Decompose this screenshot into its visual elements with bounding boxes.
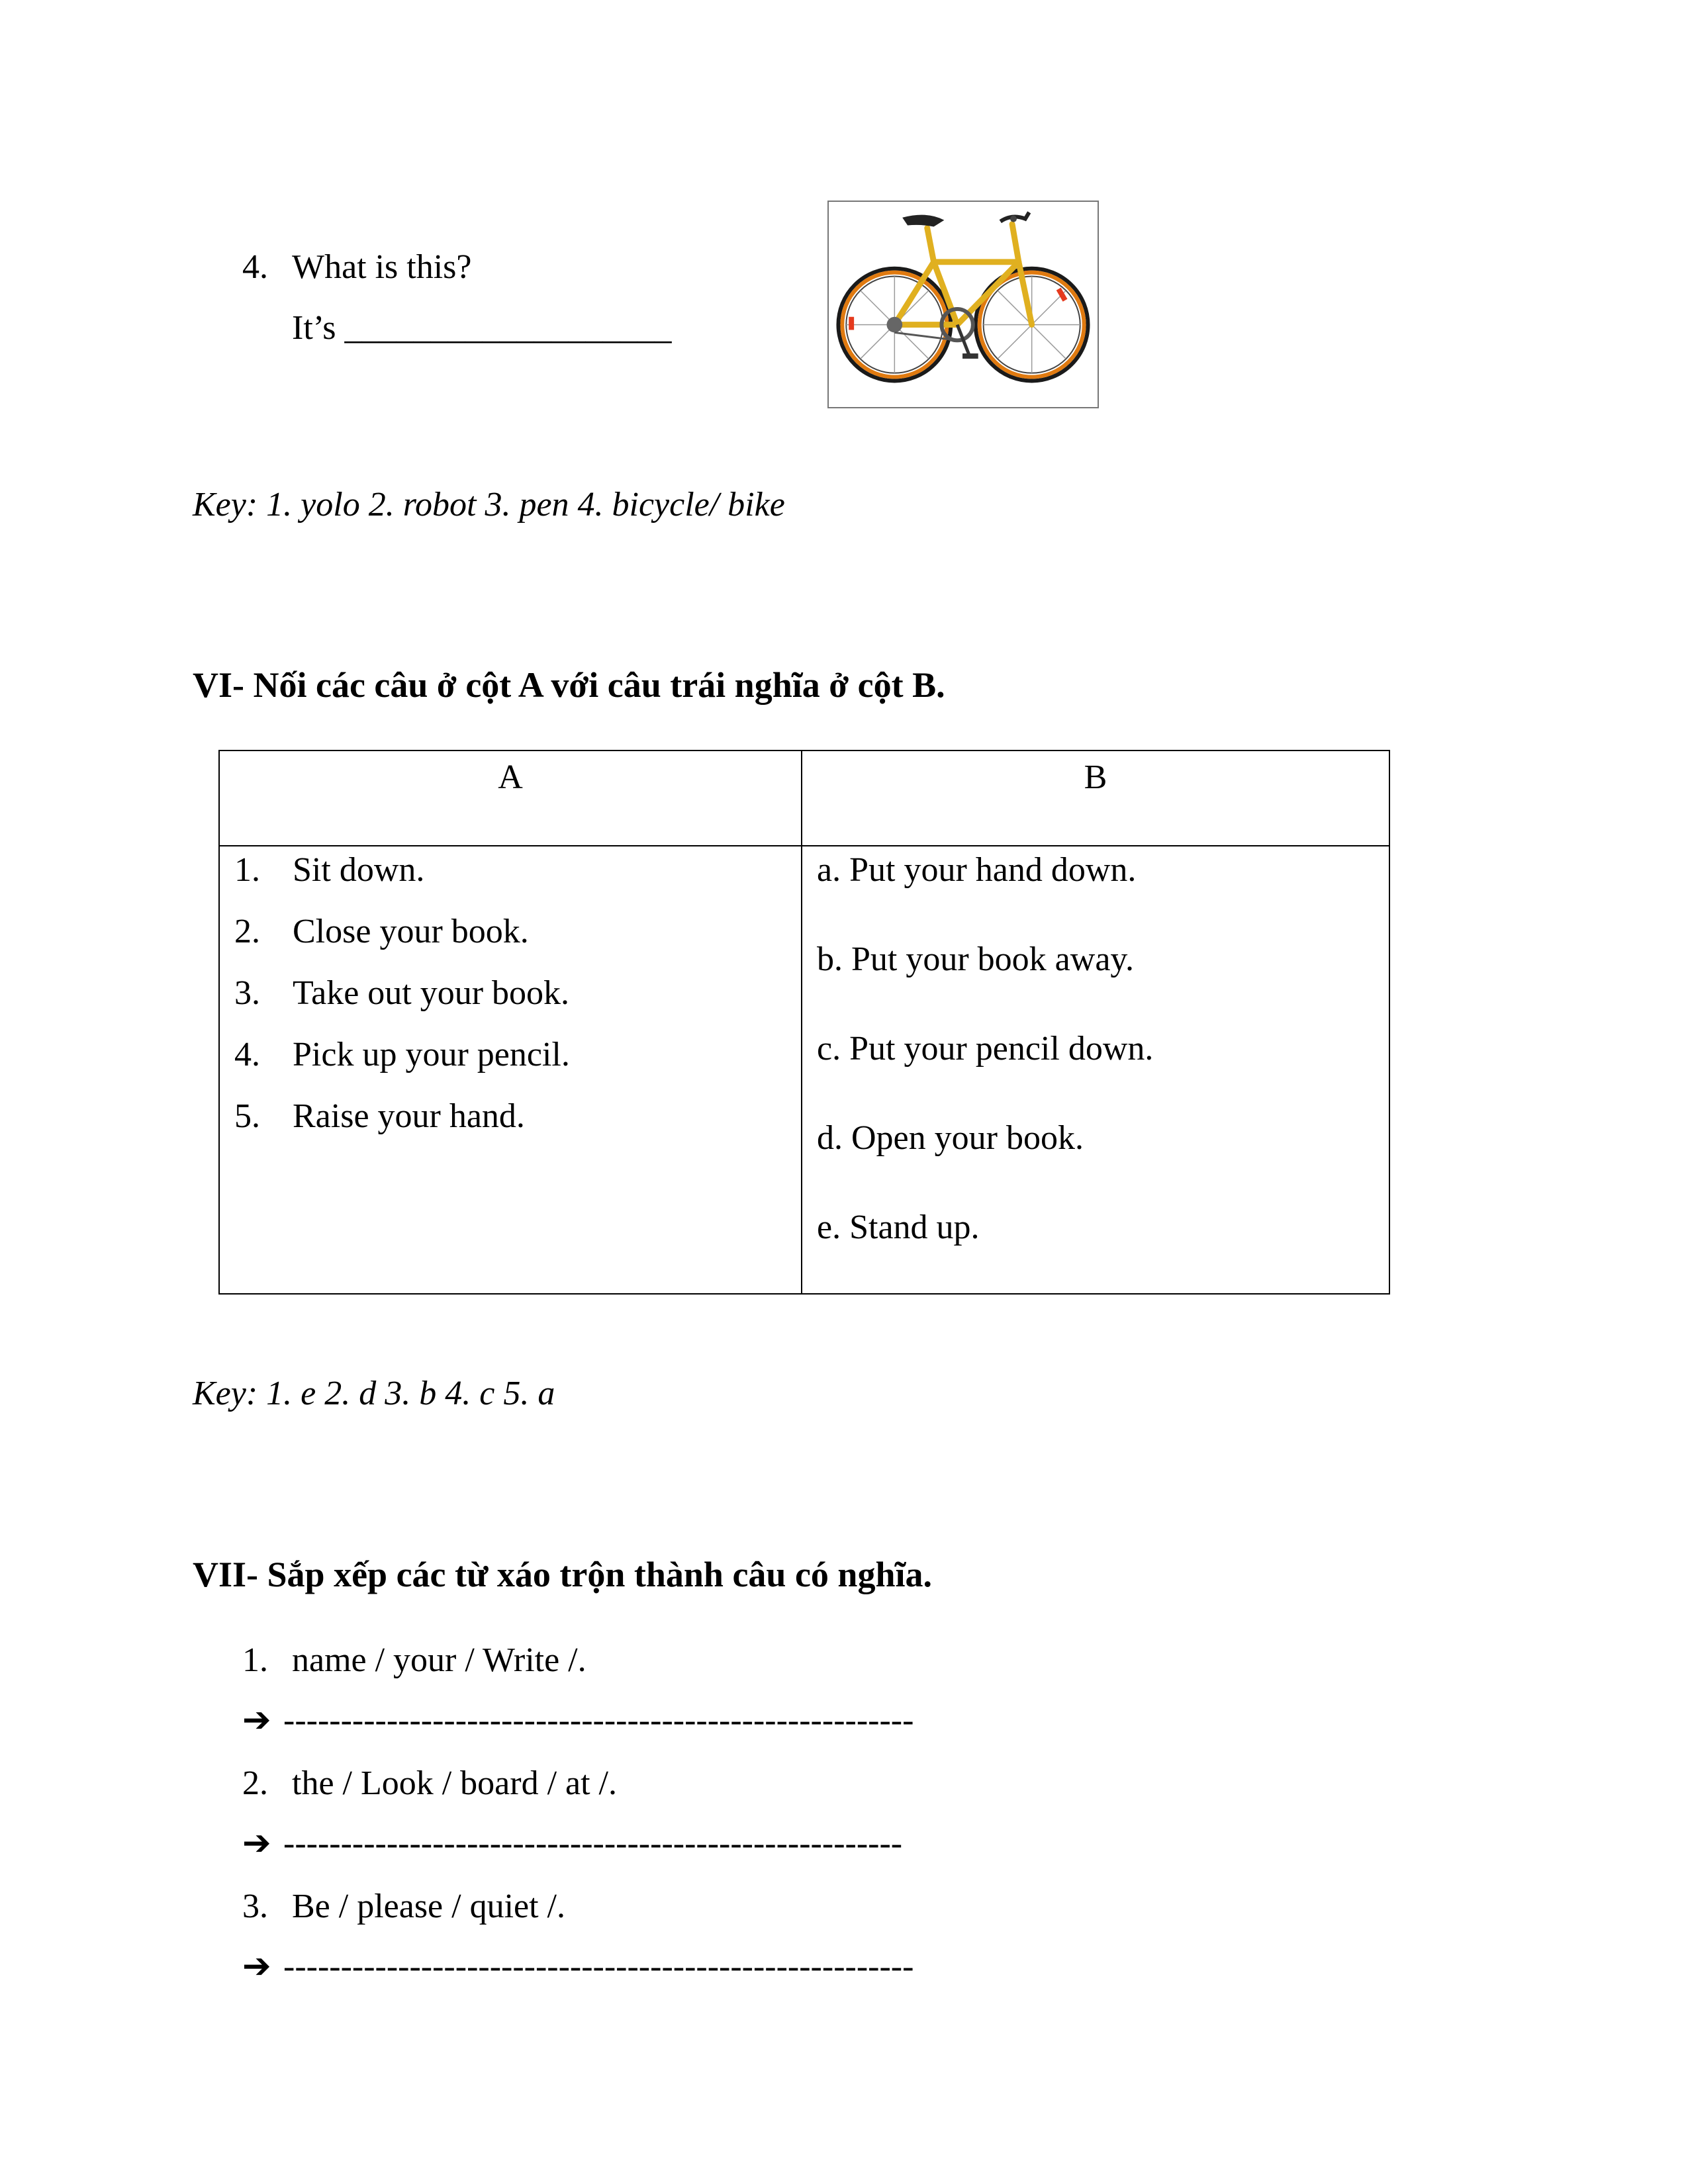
right-arrow-icon: ➔ bbox=[242, 1702, 271, 1739]
column-a-list bbox=[220, 846, 801, 1154]
list-item: c. Put your pencil down. bbox=[817, 1030, 1154, 1068]
answer-key-1: Key: 1. yolo 2. robot 3. pen 4. bicycle/ bike bbox=[193, 486, 785, 523]
item-number: 3. bbox=[234, 974, 260, 1012]
list-item: a. Put your hand down. bbox=[817, 851, 1137, 889]
item-number: 1. bbox=[234, 851, 260, 889]
list-item: e. Stand up. bbox=[817, 1208, 980, 1246]
list-item bbox=[220, 970, 801, 1031]
column-a-header: A bbox=[219, 751, 802, 846]
item-2-text: the / Look / board / at /. bbox=[292, 1764, 618, 1802]
bicycle-image bbox=[827, 201, 1099, 408]
item-text: Pick up your pencil. bbox=[293, 1036, 570, 1073]
right-arrow-icon: ➔ bbox=[242, 1948, 271, 1985]
list-item: b. Put your book away. bbox=[817, 940, 1135, 978]
item-1-text: name / your / Write /. bbox=[292, 1641, 586, 1679]
item-number: 4. bbox=[234, 1036, 260, 1073]
answer-key-2: Key: 1. e 2. d 3. b 4. c 5. a bbox=[193, 1375, 555, 1412]
item-1-answer-line bbox=[242, 1704, 914, 1738]
column-b-list bbox=[802, 846, 1389, 1293]
question-4-number: 4. bbox=[242, 248, 268, 286]
item-3-number: 3. bbox=[242, 1888, 268, 1925]
list-item bbox=[220, 1093, 801, 1154]
dash-line: ------------------------------------------------------- bbox=[283, 1702, 914, 1739]
right-arrow-icon: ➔ bbox=[242, 1825, 271, 1862]
column-b-cell bbox=[802, 846, 1389, 1294]
dash-line: ------------------------------------------------------- bbox=[283, 1948, 914, 1985]
dash-line: ------------------------------------------------------ bbox=[283, 1825, 903, 1862]
bicycle-icon bbox=[829, 202, 1098, 407]
list-item bbox=[220, 908, 801, 970]
item-1-number: 1. bbox=[242, 1641, 268, 1679]
question-4-text: What is this? bbox=[292, 248, 472, 286]
section-6-heading: VI- Nối các câu ở cột A với câu trái nghĩa ở cột B. bbox=[193, 665, 945, 705]
item-2-answer-line bbox=[242, 1827, 902, 1861]
item-3-text: Be / please / quiet /. bbox=[292, 1888, 566, 1925]
item-text: Take out your book. bbox=[293, 974, 570, 1012]
list-item bbox=[220, 1031, 801, 1093]
item-number: 2. bbox=[234, 913, 260, 950]
list-item: d. Open your book. bbox=[817, 1119, 1084, 1157]
item-2-number: 2. bbox=[242, 1764, 268, 1802]
item-text: Close your book. bbox=[293, 913, 529, 950]
item-number: 5. bbox=[234, 1097, 260, 1135]
item-text: Raise your hand. bbox=[293, 1097, 525, 1135]
item-3-answer-line bbox=[242, 1950, 914, 1984]
column-a-cell bbox=[219, 846, 802, 1294]
question-4-answer-line: It’s ___________________ bbox=[292, 309, 672, 347]
matching-table bbox=[218, 750, 1390, 1295]
list-item bbox=[220, 846, 801, 908]
section-7-heading: VII- Sắp xếp các từ xáo trộn thành câu có nghĩa. bbox=[193, 1555, 932, 1594]
column-b-header: B bbox=[802, 751, 1389, 846]
item-text: Sit down. bbox=[293, 851, 425, 889]
